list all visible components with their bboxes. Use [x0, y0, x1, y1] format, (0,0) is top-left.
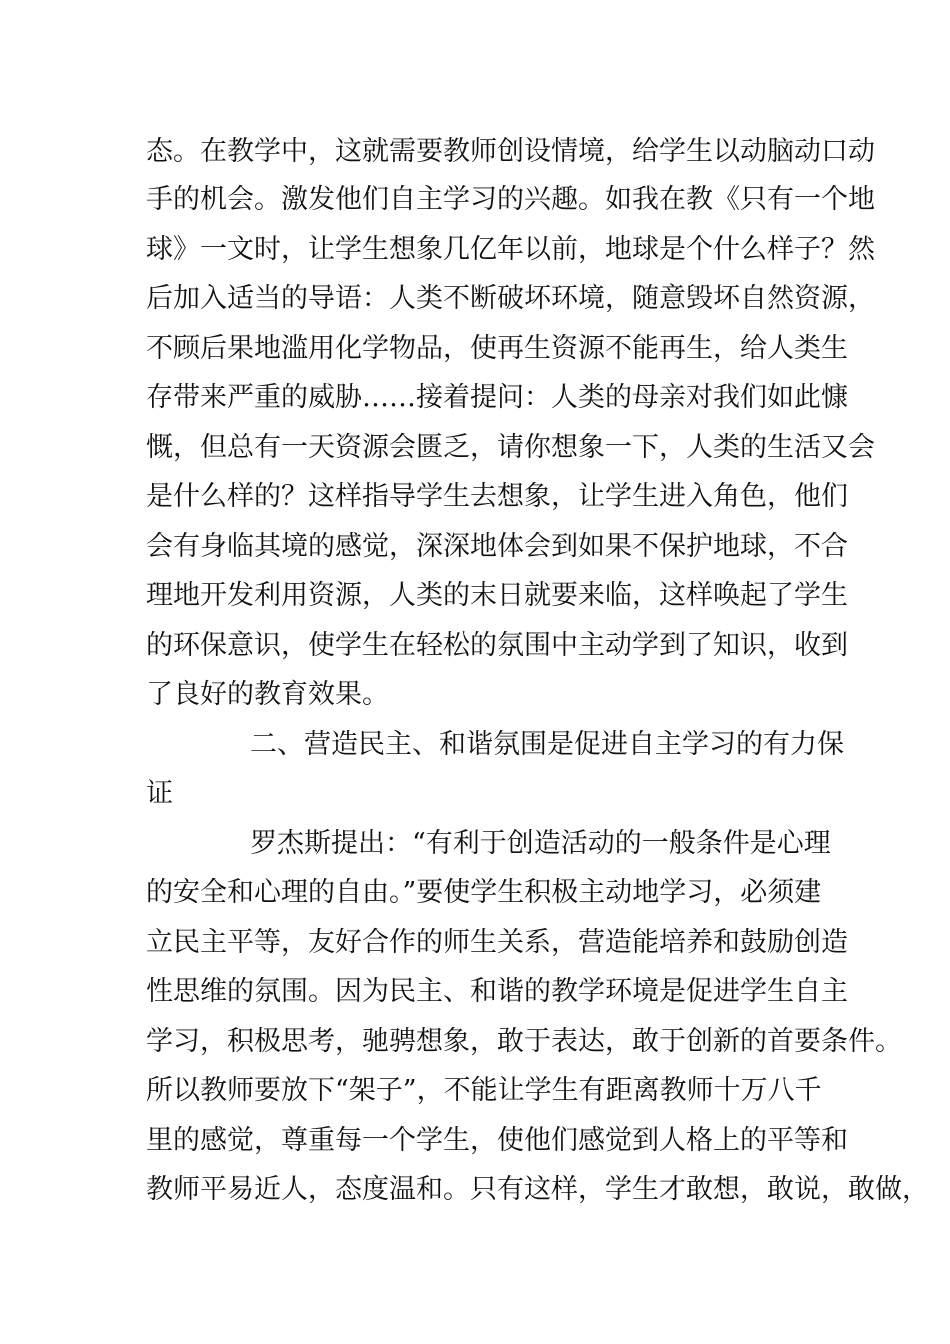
text-line: 态。在教学中，这就需要教师创设情境，给学生以动脑动口动 — [146, 136, 875, 167]
text-line: 所以教师要放下“架子”，不能让学生有距离教师十万八千 — [146, 1075, 822, 1106]
text-line: 的安全和心理的自由。”要使学生积极主动地学习，必须建 — [146, 877, 822, 908]
text-line: 了良好的教育效果。 — [146, 679, 389, 710]
text-line: 立民主平等，友好合作的师生关系，营造能培养和鼓励创造 — [146, 927, 848, 958]
text-line: 存带来严重的威胁……接着提问：人类的母亲对我们如此慷 — [146, 382, 848, 413]
section-heading-continuation: 证 — [146, 778, 173, 809]
text-line: 性思维的氛围。因为民主、和谐的教学环境是促进学生自主 — [146, 976, 848, 1007]
text-line: 后加入适当的导语：人类不断破坏环境，随意毁坏自然资源， — [146, 283, 875, 314]
text-line: 会有身临其境的感觉，深深地体会到如果不保护地球，不合 — [146, 531, 848, 562]
text-line: 是什么样的？这样指导学生去想象，让学生进入角色，他们 — [146, 481, 848, 512]
text-line: 学习，积极思考，驰骋想象，敢于表达，敢于创新的首要条件。 — [146, 1026, 902, 1057]
text-line: 里的感觉，尊重每一个学生，使他们感觉到人格上的平等和 — [146, 1125, 848, 1156]
text-line: 手的机会。激发他们自主学习的兴趣。如我在教《只有一个地 — [146, 184, 875, 215]
section-heading: 二、营造民主、和谐氛围是促进自主学习的有力保 — [250, 729, 844, 760]
text-line: 慨，但总有一天资源会匮乏，请你想象一下，人类的生活又会 — [146, 432, 875, 463]
paragraph-first-line: 罗杰斯提出：“有利于创造活动的一般条件是心理 — [250, 828, 831, 859]
text-line: 不顾后果地滥用化学物品，使再生资源不能再生，给人类生 — [146, 333, 848, 364]
text-line: 的环保意识，使学生在轻松的氛围中主动学到了知识，收到 — [146, 630, 848, 661]
text-line: 理地开发利用资源，人类的末日就要来临，这样唤起了学生 — [146, 580, 848, 611]
text-line: 教师平易近人，态度温和。只有这样，学生才敢想，敢说，敢做， — [146, 1174, 929, 1205]
text-line: 球》一文时，让学生想象几亿年以前，地球是个什么样子？然 — [146, 234, 875, 265]
